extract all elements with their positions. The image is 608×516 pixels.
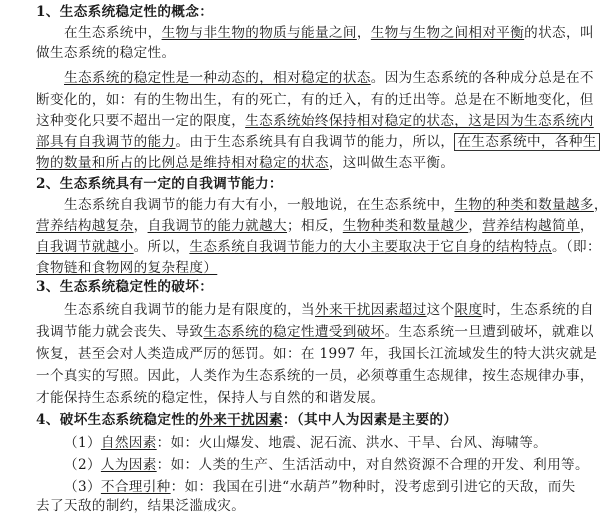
s1-p1-line-1: 在生态系统中，生物与非生物的物质与能量之间，生物与生物之间相对平衡的状态，叫 (64, 25, 594, 41)
s1-p2-line-2: 断变化的，如：有的生物出生，有的死亡，有的迁入，有的迁出等。总是在不断地变化，但 (36, 92, 594, 108)
s3-line-3: 恢复，甚至会对人类造成严厉的惩罚。如：在 1997 年，我国长江流域发生的特大洪灾就是 (36, 346, 598, 362)
s4-item-3: （3）不合理引种：如：我国在引进“水葫芦”物种时，没考虑到引进它的天敌，而失 (64, 479, 576, 495)
s1-p1-line-2: 做生态系统的稳定性。 (36, 45, 176, 61)
section-4-heading: 4、破坏生态系统稳定性的外来干扰因素：（其中人为因素是主要的） (36, 412, 458, 428)
s4-item-1: （1）自然因素：如：火山爆发、地震、泥石流、洪水、干旱、台风、海啸等。 (64, 435, 548, 451)
section-1-heading: 1、生态系统稳定性的概念： (36, 4, 214, 20)
s4-item-3-cont: 去了天敌的制约，结果泛滥成灾。 (36, 498, 246, 514)
s2-line-3: 自我调节就越小。所以，生态系统自我调节能力的大小主要取决于它自身的结构特点。（即： (36, 239, 601, 255)
s2-line-2: 营养结构越复杂，自我调节的能力就越大；相反，生物种类和数量越少，营养结构越简单， (36, 218, 594, 234)
section-2-heading: 2、生态系统具有一定的自我调节能力： (36, 176, 283, 192)
s1-p2-line-1: 生态系统的稳定性是一种动态的，相对稳定的状态。因为生态系统的各种成分总是在不 (64, 70, 594, 86)
s1-p2-line-4: 部具有自我调节的能力。由于生态系统具有自我调节的能力，所以， 在生态系统中，各种生 (36, 132, 604, 152)
s3-line-5: 才能保持生态系统的稳定性，保持人与自然的和谐发展。 (36, 390, 385, 406)
s1-p2-line-5: 物的数量和所占的比例总是维持相对稳定的状态，这叫做生态平衡。 (36, 155, 455, 171)
s2-line-1: 生态系统自我调节的能力有大有小，一般地说，在生态系统中，生物的种类和数量越多， (64, 197, 608, 213)
s2-line-4: 食物链和食物网的复杂程度） (36, 260, 218, 276)
s1-p2-line-3: 这种变化只要不超出一定的限度，生态系统始终保持相对稳定的状态，这是因为生态系统内 (36, 113, 594, 129)
s3-line-4: 一个真实的写照。因此，人类作为生态系统的一员，必须尊重生态规律，按生态规律办事， (36, 368, 594, 384)
s3-line-2: 我调节能力就会丧失、导致生态系统的稳定性遭受到破坏。生态系统一旦遭到破坏，就难以 (36, 324, 594, 340)
section-3-heading: 3、生态系统稳定性的破坏： (36, 279, 214, 295)
s4-item-2: （2）人为因素：如：人类的生产、生活活动中，对自然资源不合理的开发、利用等。 (64, 457, 589, 473)
s3-line-1: 生态系统自我调节的能力是有限度的，当外来干扰因素超过这个限度时，生态系统的自 (64, 302, 594, 318)
